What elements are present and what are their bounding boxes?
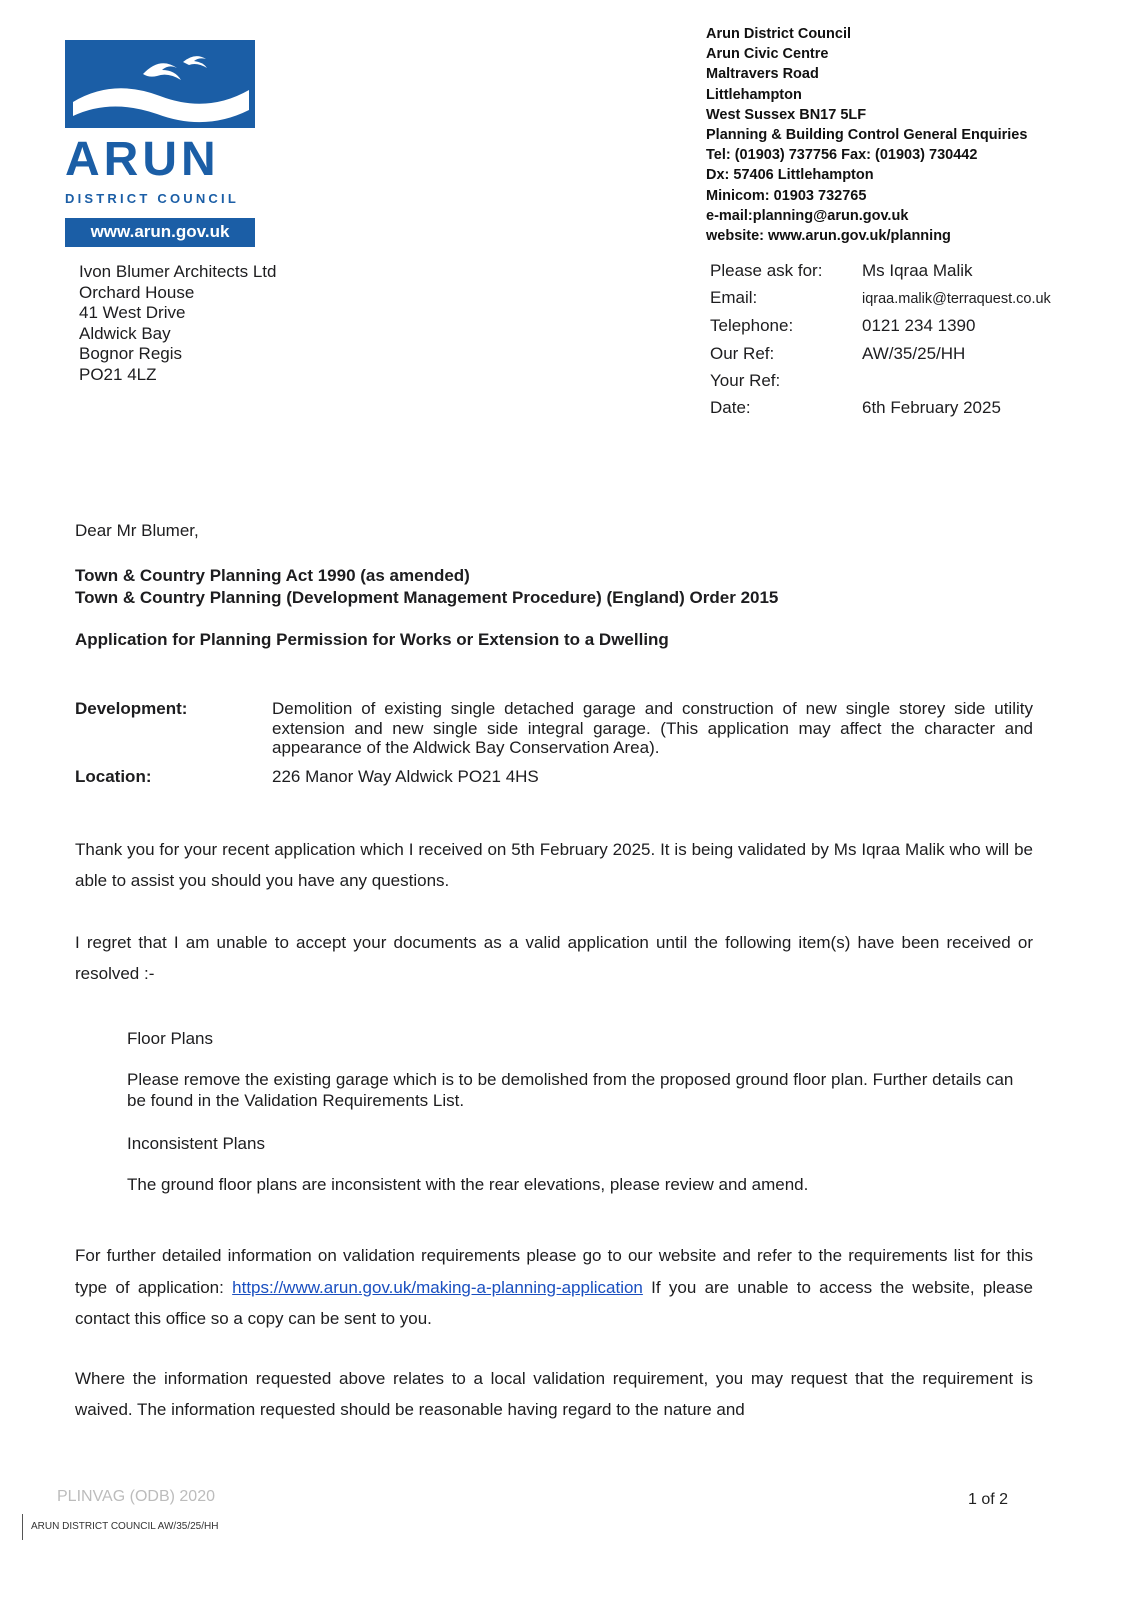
council-line: Arun District Council [706,26,852,42]
logo-acronym: ARUN [65,133,220,186]
validation-requirements-link[interactable]: https://www.arun.gov.uk/making-a-planning-application [232,1277,643,1297]
our-ref-label: Our Ref: [710,344,775,363]
date-label: Date: [710,398,751,417]
your-ref-value [862,371,1110,391]
letter-body [75,520,1033,1426]
item-text-inconsistent-plans: The ground floor plans are inconsistent with the rear elevations, please review and amend. [127,1174,809,1194]
council-line: Maltravers Road [706,66,819,83]
page-number: 1 of 2 [968,1491,1009,1508]
salutation: Dear Mr Blumer, [75,521,199,540]
location-text: 226 Manor Way Aldwick PO21 4HS [272,766,539,786]
footer-reference-line: ARUN DISTRICT COUNCIL AW/35/25/HH [22,1514,218,1540]
development-row [75,699,1033,758]
recipient-line: 41 West Drive [79,303,186,322]
ask-for-row [710,261,1110,281]
form-code: PLINVAG (ODB) 2020 [57,1488,215,1505]
location-label: Location: [75,766,152,786]
application-title: Application for Planning Permission for Works or Extension to a Dwelling [75,630,669,649]
arun-logo [65,40,255,247]
act-heading-line2: Town & Country Planning (Development Management Procedure) (England) Order 2015 [75,587,779,607]
ask-for-label: Please ask for: [710,261,823,280]
date-row [710,398,1110,418]
item-title-inconsistent-plans: Inconsistent Plans [127,1133,265,1153]
paragraph-received: Thank you for your recent application which I received on 5th February 2025. It is being validated by Ms Iqraa Malik who will be able to assist you should you have any questions. [75,839,1033,890]
council-line: West Sussex BN17 5LF [706,106,867,123]
telephone-value: 0121 234 1390 [862,316,976,335]
further-info-after-link: If you are unable to access the website, please contact this office so a copy can be sent to you. [75,1277,1033,1328]
paragraph-waiver: Where the information requested above relates to a local validation requirement, you may request that the requirement is waived. The information requested should be reasonable having regard to the nature and [75,1368,1033,1419]
logo-website-bar: www.arun.gov.uk [65,218,255,247]
recipient-address-block [79,262,276,385]
council-line: website: www.arun.gov.uk/planning [706,228,951,245]
paragraph-further-info [75,1240,1033,1335]
item-title-floor-plans: Floor Plans [127,1028,213,1048]
logo-subtitle: DISTRICT COUNCIL [65,190,239,206]
recipient-line: Aldwick Bay [79,323,171,343]
location-row [75,767,1033,787]
our-ref-value: AW/35/25/HH [862,344,966,363]
council-line: e-mail:planning@arun.gov.uk [706,207,909,224]
recipient-line: PO21 4LZ [79,364,157,384]
council-line: Planning & Building Control General Enquiries [706,127,1028,144]
email-value: iqraa.malik@terraquest.co.uk [862,291,1051,307]
telephone-label: Telephone: [710,316,794,335]
your-ref-row [710,371,1110,391]
date-value: 6th February 2025 [862,398,1001,417]
development-label: Development: [75,699,188,718]
recipient-line: Orchard House [79,282,195,302]
council-line: Minicom: 01903 732765 [706,187,867,204]
recipient-line: Ivon Blumer Architects Ltd [79,262,277,281]
recipient-line: Bognor Regis [79,344,183,363]
reference-block [710,261,1110,425]
further-info-before-link: For further detailed information on validation requirements please go to our website and refer to the requirements list for this type of application: [75,1246,1033,1297]
development-text: Demolition of existing single detached garage and construction of new single storey side utility extension and new single side integral garage. (This application may affect the character and appearance of the Aldwick Bay Conservation Area). [272,699,1033,757]
seagull-icon [65,40,255,128]
council-address-block [706,24,1106,246]
item-text-floor-plans: Please remove the existing garage which is to be demolished from the proposed ground floor plan. Further details can be found in the Validation Requirements List. [127,1069,1014,1110]
our-ref-row [710,344,1110,364]
council-line: Arun Civic Centre [706,46,829,63]
ask-for-value: Ms Iqraa Malik [862,261,973,280]
email-row [710,288,1110,308]
council-line: Tel: (01903) 737756 Fax: (01903) 730442 [706,147,978,164]
council-line: Littlehampton [706,86,802,103]
act-headings [75,565,1033,608]
council-line: Dx: 57406 Littlehampton [706,167,874,184]
your-ref-label: Your Ref: [710,371,781,390]
email-label: Email: [710,288,758,307]
paragraph-regret: I regret that I am unable to accept your documents as a valid application until the following item(s) have been received or resolved :- [75,932,1033,983]
act-heading-line1: Town & Country Planning Act 1990 (as amended) [75,566,470,585]
telephone-row [710,316,1110,336]
